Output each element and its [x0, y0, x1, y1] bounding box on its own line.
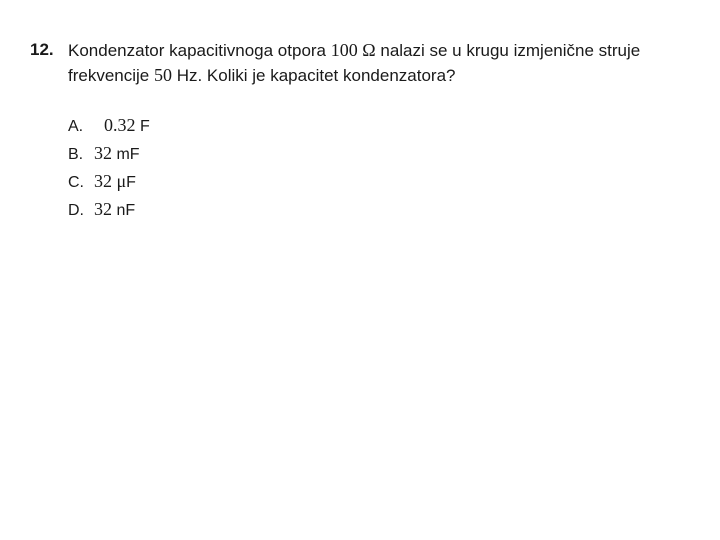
option-letter: D.: [68, 202, 84, 219]
option-unit: nF: [112, 202, 136, 219]
question-text-part: Hz. Koliki je kapacitet kondenzatora?: [171, 66, 456, 85]
question-text-part: frekvencije: [68, 66, 154, 85]
resistance-value: 100 Ω: [330, 40, 376, 60]
question-text-part: nalazi se u krugu izmjenične struje: [375, 41, 641, 60]
question-line-2: [68, 63, 708, 88]
option-unit: mF: [112, 146, 140, 163]
option-letter: A.: [68, 118, 84, 135]
option-unit: F: [126, 174, 136, 191]
option-a[interactable]: [68, 112, 150, 140]
option-c[interactable]: [68, 168, 150, 196]
option-unit: F: [135, 118, 150, 135]
question-line-1: [68, 38, 708, 63]
option-value: 32: [94, 199, 112, 219]
option-letter: C.: [68, 174, 84, 191]
question-text-part: Kondenzator kapacitivnoga otpora: [68, 41, 331, 60]
option-b[interactable]: [68, 140, 150, 168]
frequency-value: 50: [153, 65, 172, 85]
question-text: [68, 38, 708, 88]
option-letter: B.: [68, 146, 84, 163]
option-value: 0.32: [104, 115, 136, 135]
option-d[interactable]: [68, 196, 150, 224]
answer-options: [68, 112, 150, 224]
option-value: 32: [94, 143, 112, 163]
option-value: 32 μ: [94, 171, 127, 191]
question-number: 12.: [30, 40, 54, 59]
